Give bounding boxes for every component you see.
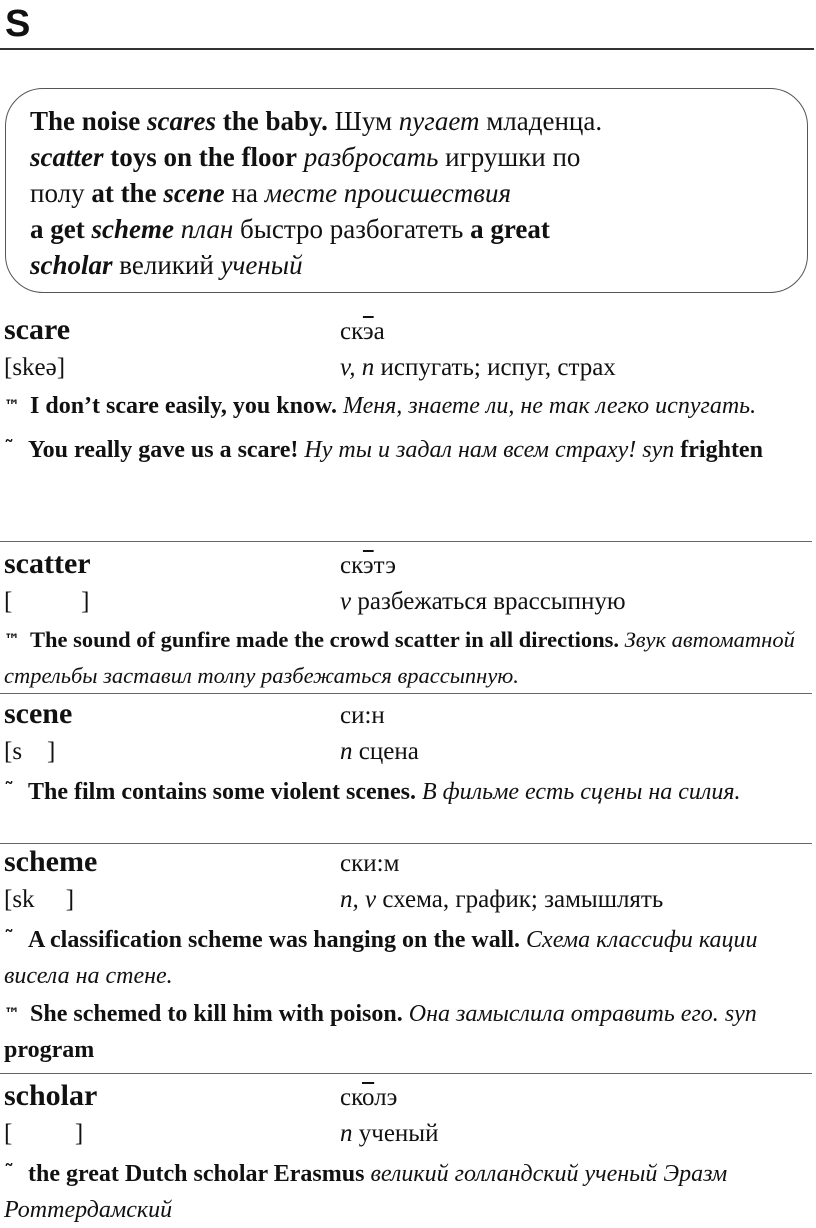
example-sentence: ˜ You really gave us a scare! Ну ты и задал нам всем страху! syn frighten: [4, 436, 763, 463]
entry-divider: [0, 1073, 812, 1074]
entry-scholar: [4, 1076, 812, 1228]
gloss: v разбежаться врассыпную: [340, 588, 626, 615]
gloss: n, v схема, график; замышлять: [340, 886, 664, 913]
summary-line-1: The noise scares the baby. Шум пугает младенца.: [30, 106, 603, 136]
pronunciation: [skeə]: [4, 354, 66, 381]
pronunciation: [ ]: [4, 1120, 84, 1147]
headword: scheme: [4, 845, 98, 878]
entry-scare: [4, 310, 812, 468]
gloss: n сцена: [340, 738, 419, 765]
pronunciation: [ ]: [4, 588, 90, 615]
transliteration: скэа: [340, 318, 385, 345]
section-letter: S: [5, 3, 31, 45]
headword: scene: [4, 697, 73, 730]
example-sentence: ™ The sound of gunfire made the crowd scatter in all directions. Звук автоматной стрельбы заставил толпу разбежаться врассыпную.: [4, 627, 795, 688]
example-sentence: ™ I don’t scare easily, you know. Меня, знаете ли, не так легко испугать.: [4, 393, 757, 419]
transliteration: скэтэ: [340, 552, 396, 579]
headword: scatter: [4, 547, 91, 580]
example-sentence: ˜ The film contains some violent scenes. В фильме есть сцены на силия.: [4, 778, 741, 805]
summary-line-3: полу at the scene на месте происшествия: [30, 178, 512, 208]
gloss: n ученый: [340, 1120, 439, 1147]
transliteration: сколэ: [340, 1084, 398, 1111]
pronunciation: [s ]: [4, 738, 56, 765]
entry-divider: [0, 541, 812, 542]
headword: scare: [4, 313, 71, 346]
header-rule: [0, 48, 814, 50]
example-sentence: ˜ A classification scheme was hanging on the wall. Схема классифи кации висела на стене.: [4, 926, 758, 989]
gloss: v, n испугать; испуг, страх: [340, 354, 616, 381]
example-sentence: ™ She schemed to kill him with poison. Она замыслила отравить его. syn program: [4, 1001, 757, 1063]
summary-box: [5, 88, 808, 293]
transliteration: ски:м: [340, 850, 400, 877]
entry-scheme: [4, 842, 812, 1068]
example-sentence: ˜ the great Dutch scholar Erasmus великий голландский ученый Эразм Роттердамский: [4, 1160, 728, 1223]
headword: scholar: [4, 1079, 98, 1112]
entry-scatter: [4, 544, 812, 694]
transliteration: си:н: [340, 702, 385, 729]
summary-line-4: a get scheme план быстро разбогатеть a great: [30, 214, 550, 244]
entry-scene: [4, 694, 812, 810]
summary-line-2: scatter toys on the floor разбросать игрушки по: [30, 142, 581, 172]
pronunciation: [sk ]: [4, 886, 75, 913]
summary-line-5: scholar великий ученый: [30, 250, 303, 280]
